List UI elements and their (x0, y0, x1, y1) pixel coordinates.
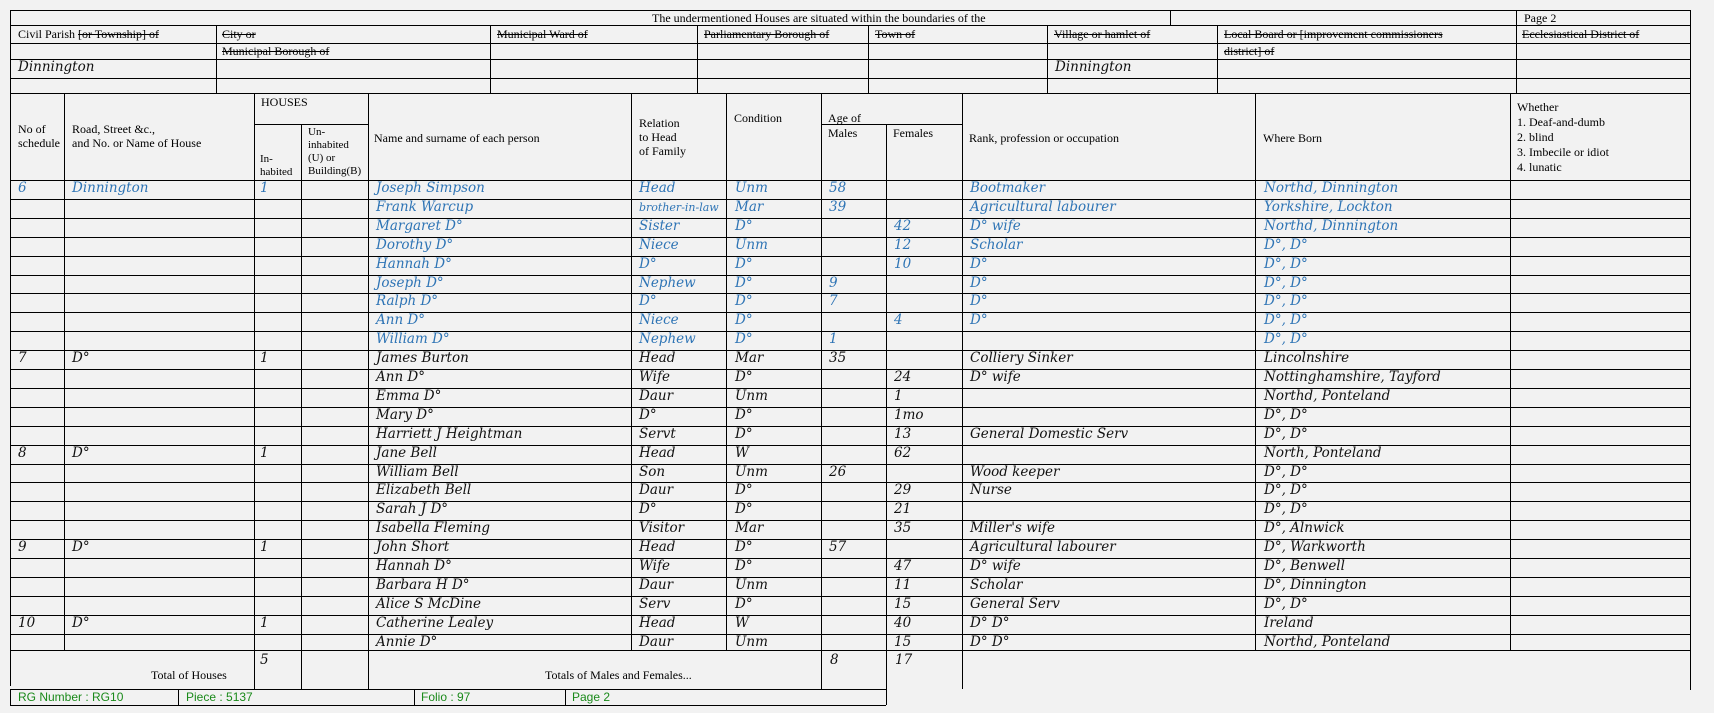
inhabited-cell: 1 (260, 444, 269, 461)
condition-cell: Unm (735, 463, 768, 480)
relation-cell: Niece (639, 236, 679, 253)
name-cell: Ralph D° (376, 293, 439, 310)
where-born-cell: D°, D° (1264, 406, 1308, 423)
condition-cell: D° (735, 331, 753, 348)
header-occupation: Rank, profession or occupation (969, 131, 1119, 145)
females-age-cell: 21 (894, 501, 912, 518)
occupation-cell: D° (970, 255, 988, 272)
where-born-cell: D°, Alnwick (1264, 520, 1345, 537)
where-born-cell: Northd, Dinnington (1264, 180, 1399, 196)
occupation-cell: General Serv (970, 595, 1060, 612)
condition-cell: D° (735, 406, 753, 423)
females-age-cell: 47 (894, 558, 912, 574)
row-divider (10, 237, 1690, 238)
where-born-cell: D°, D° (1264, 463, 1308, 480)
schedule-cell: 7 (18, 350, 27, 367)
condition-cell: D° (735, 312, 753, 329)
occupation-cell: Wood keeper (970, 463, 1060, 480)
occupation-cell: D° D° (970, 633, 1010, 650)
males-age-cell: 7 (829, 293, 838, 310)
females-age-cell: 4 (894, 312, 903, 329)
name-cell: Frank Warcup (376, 198, 474, 215)
relation-cell: Daur (639, 576, 674, 593)
condition-cell: Unm (735, 236, 768, 253)
row-divider (10, 331, 1690, 332)
header-whether: Whether 1. Deaf-and-dumb 2. blind 3. Imbecile or idiot 4. lunatic (1517, 100, 1609, 174)
schedule-cell: 9 (18, 539, 27, 556)
where-born-cell: D°, D° (1264, 293, 1308, 310)
total-houses-label: Total of Houses (151, 668, 227, 682)
name-cell: Joseph D° (376, 274, 444, 291)
name-cell: Catherine Lealey (376, 614, 494, 631)
condition-cell: W (735, 614, 749, 631)
inhabited-cell: 1 (260, 614, 269, 631)
females-age-cell: 12 (894, 236, 912, 253)
name-cell: Annie D° (376, 633, 438, 650)
relation-cell: D° (639, 293, 657, 310)
row-divider (10, 293, 1690, 294)
males-age-cell: 1 (829, 331, 838, 348)
schedule-cell: 8 (18, 444, 27, 461)
town-label: Town of (875, 27, 916, 41)
condition-cell: D° (735, 274, 753, 291)
condition-cell: Unm (735, 633, 768, 650)
total-females-value: 17 (895, 652, 913, 668)
name-cell: Mary D° (376, 406, 434, 423)
relation-cell: Son (639, 463, 666, 480)
header-houses: HOUSES (261, 95, 308, 109)
name-cell: Barbara H D° (376, 576, 470, 593)
local-board-label: Local Board or [improvement commissioners (1224, 27, 1443, 41)
condition-cell: D° (735, 558, 753, 574)
relation-cell: Head (639, 350, 676, 367)
relation-cell: D° (639, 255, 657, 272)
ecclesiastical-label: Ecclesiastical District of (1522, 27, 1640, 41)
females-age-cell: 11 (894, 576, 912, 593)
header-schedule: No of schedule (18, 122, 60, 150)
occupation-cell: Agricultural labourer (970, 539, 1116, 556)
name-cell: Margaret D° (376, 217, 463, 234)
females-age-cell: 35 (894, 520, 912, 537)
inhabited-cell: 1 (260, 539, 269, 556)
name-cell: Ann D° (376, 369, 426, 385)
header-name: Name and surname of each person (374, 131, 540, 145)
row-divider (10, 558, 1690, 559)
where-born-cell: Ireland (1264, 614, 1314, 631)
occupation-cell: Nurse (970, 482, 1012, 499)
relation-cell: Daur (639, 633, 674, 650)
road-cell: D° (72, 350, 90, 367)
occupation-cell: Miller's wife (970, 520, 1056, 537)
local-board-label-2: district] of (1224, 44, 1275, 58)
where-born-cell: D°, Dinnington (1264, 576, 1367, 593)
females-age-cell: 13 (894, 425, 912, 442)
total-mf-label: Totals of Males and Females... (545, 668, 692, 682)
inhabited-cell: 1 (260, 350, 269, 367)
civil-parish-label: Civil Parish [or Township] of (18, 27, 159, 41)
header-females: Females (893, 126, 933, 140)
relation-cell: Nephew (639, 331, 696, 348)
road-cell: Dinnington (72, 180, 149, 196)
occupation-cell: Scholar (970, 576, 1023, 593)
relation-cell: Wife (639, 369, 670, 385)
schedule-cell: 6 (18, 180, 27, 196)
header-condition: Condition (734, 111, 783, 125)
males-age-cell: 57 (829, 539, 847, 556)
condition-cell: D° (735, 501, 753, 518)
where-born-cell: D°, D° (1264, 482, 1308, 499)
condition-cell: W (735, 444, 749, 461)
condition-cell: Mar (735, 350, 764, 367)
where-born-cell: D°, D° (1264, 425, 1308, 442)
footer-folio: Folio : 97 (421, 690, 471, 704)
where-born-cell: D°, D° (1264, 255, 1308, 272)
where-born-cell: Lincolnshire (1264, 350, 1350, 367)
males-age-cell: 39 (829, 198, 847, 215)
condition-cell: Unm (735, 576, 768, 593)
where-born-cell: Northd, Ponteland (1264, 633, 1391, 650)
occupation-cell: Scholar (970, 236, 1023, 253)
occupation-cell: Bootmaker (970, 180, 1046, 196)
header-age-of: Age of (828, 111, 861, 125)
where-born-cell: Northd, Ponteland (1264, 387, 1391, 404)
name-cell: Alice S McDine (376, 595, 481, 612)
where-born-cell: D°, D° (1264, 274, 1308, 291)
name-cell: Joseph Simpson (376, 180, 485, 196)
occupation-cell: General Domestic Serv (970, 425, 1129, 442)
road-cell: D° (72, 444, 90, 461)
where-born-cell: D°, Warkworth (1264, 539, 1366, 556)
village-value: Dinnington (1055, 59, 1132, 75)
relation-cell: brother-in-law (639, 200, 719, 214)
occupation-cell: D° wife (970, 369, 1021, 385)
females-age-cell: 29 (894, 482, 912, 499)
where-born-cell: D°, D° (1264, 236, 1308, 253)
row-divider (10, 482, 1690, 483)
municipal-borough-label: Municipal Borough of (222, 44, 330, 58)
civil-parish-value: Dinnington (18, 59, 95, 75)
condition-cell: D° (735, 595, 753, 612)
occupation-cell: D° D° (970, 614, 1010, 631)
relation-cell: Head (639, 614, 676, 631)
name-cell: James Burton (376, 350, 469, 367)
males-age-cell: 35 (829, 350, 847, 367)
where-born-cell: D°, D° (1264, 331, 1308, 348)
occupation-cell: D° wife (970, 217, 1021, 234)
row-divider (10, 577, 1690, 578)
header-inhabited: In- habited (260, 153, 293, 178)
name-cell: Hannah D° (376, 255, 452, 272)
road-cell: D° (72, 539, 90, 556)
total-houses-value: 5 (260, 652, 269, 668)
total-males-value: 8 (830, 652, 839, 668)
relation-cell: D° (639, 501, 657, 518)
relation-cell: Head (639, 539, 676, 556)
schedule-cell: 10 (18, 614, 36, 631)
name-cell: Isabella Fleming (376, 520, 491, 537)
municipal-ward-label: Municipal Ward of (497, 27, 588, 41)
females-age-cell: 42 (894, 217, 912, 234)
footer-piece: Piece : 5137 (186, 690, 253, 704)
header-uninhabited: Un- inhabited (U) or Building(B) (308, 126, 362, 177)
row-divider (10, 199, 1690, 200)
footer-rg-number: RG Number : RG10 (18, 690, 124, 704)
where-born-cell: North, Ponteland (1264, 444, 1382, 461)
relation-cell: Niece (639, 312, 679, 329)
name-cell: Sarah J D° (376, 501, 449, 518)
females-age-cell: 15 (894, 633, 912, 650)
females-age-cell: 62 (894, 444, 912, 461)
village-label: Village or hamlet of (1054, 27, 1151, 41)
females-age-cell: 40 (894, 614, 912, 631)
name-cell: William Bell (376, 463, 459, 480)
condition-cell: Mar (735, 198, 764, 215)
row-divider (10, 501, 1690, 502)
name-cell: William D° (376, 331, 450, 348)
relation-cell: D° (639, 406, 657, 423)
parliamentary-borough-label: Parliamentary Borough of (704, 27, 830, 41)
header-road: Road, Street &c., and No. or Name of House (72, 122, 202, 150)
males-age-cell: 58 (829, 180, 847, 196)
relation-cell: Head (639, 444, 676, 461)
relation-cell: Daur (639, 482, 674, 499)
where-born-cell: D°, D° (1264, 501, 1308, 518)
condition-cell: D° (735, 482, 753, 499)
where-born-cell: D°, Benwell (1264, 558, 1345, 574)
name-cell: Ann D° (376, 312, 426, 329)
relation-cell: Servt (639, 425, 676, 442)
relation-cell: Visitor (639, 520, 685, 537)
occupation-cell: D° (970, 274, 988, 291)
where-born-cell: Yorkshire, Lockton (1264, 198, 1393, 215)
condition-cell: Unm (735, 387, 768, 404)
males-age-cell: 9 (829, 274, 838, 291)
name-cell: Elizabeth Bell (376, 482, 472, 499)
females-age-cell: 24 (894, 369, 912, 385)
row-divider (10, 634, 1690, 635)
page-label: Page 2 (1524, 11, 1557, 25)
relation-cell: Serv (639, 595, 671, 612)
header-relation: Relation to Head of Family (639, 116, 686, 158)
name-cell: Emma D° (376, 387, 442, 404)
where-born-cell: Nottinghamshire, Tayford (1264, 369, 1441, 385)
relation-cell: Nephew (639, 274, 696, 291)
name-cell: Hannah D° (376, 558, 452, 574)
condition-cell: D° (735, 425, 753, 442)
row-divider (10, 464, 1690, 465)
name-cell: Dorothy D° (376, 236, 454, 253)
header-males: Males (828, 126, 858, 140)
row-divider (10, 388, 1690, 389)
road-cell: D° (72, 614, 90, 631)
name-cell: Jane Bell (376, 444, 437, 461)
header-where-born: Where Born (1263, 131, 1322, 145)
condition-cell: D° (735, 217, 753, 234)
row-divider (10, 426, 1690, 427)
row-divider (10, 407, 1690, 408)
boundary-text: The undermentioned Houses are situated within the boundaries of the (652, 11, 986, 25)
relation-cell: Wife (639, 558, 670, 574)
occupation-cell: Colliery Sinker (970, 350, 1073, 367)
females-age-cell: 10 (894, 255, 912, 272)
condition-cell: D° (735, 369, 753, 385)
where-born-cell: Northd, Dinnington (1264, 217, 1399, 234)
row-divider (10, 312, 1690, 313)
condition-cell: D° (735, 255, 753, 272)
relation-cell: Daur (639, 387, 674, 404)
row-divider (10, 218, 1690, 219)
condition-cell: Unm (735, 180, 768, 196)
females-age-cell: 1 (894, 387, 903, 404)
condition-cell: D° (735, 539, 753, 556)
city-label: City or (222, 27, 256, 41)
males-age-cell: 26 (829, 463, 847, 480)
inhabited-cell: 1 (260, 180, 269, 196)
where-born-cell: D°, D° (1264, 595, 1308, 612)
relation-cell: Head (639, 180, 676, 196)
females-age-cell: 1mo (894, 406, 924, 423)
occupation-cell: D° (970, 293, 988, 310)
condition-cell: D° (735, 293, 753, 310)
row-divider (10, 520, 1690, 521)
row-divider (10, 256, 1690, 257)
where-born-cell: D°, D° (1264, 312, 1308, 329)
condition-cell: Mar (735, 520, 764, 537)
occupation-cell: D° (970, 312, 988, 329)
occupation-cell: D° wife (970, 558, 1021, 574)
relation-cell: Sister (639, 217, 680, 234)
females-age-cell: 15 (894, 595, 912, 612)
name-cell: Harriett J Heightman (376, 425, 523, 442)
row-divider (10, 275, 1690, 276)
footer-page: Page 2 (572, 690, 611, 704)
occupation-cell: Agricultural labourer (970, 198, 1116, 215)
row-divider (10, 596, 1690, 597)
name-cell: John Short (376, 539, 450, 556)
